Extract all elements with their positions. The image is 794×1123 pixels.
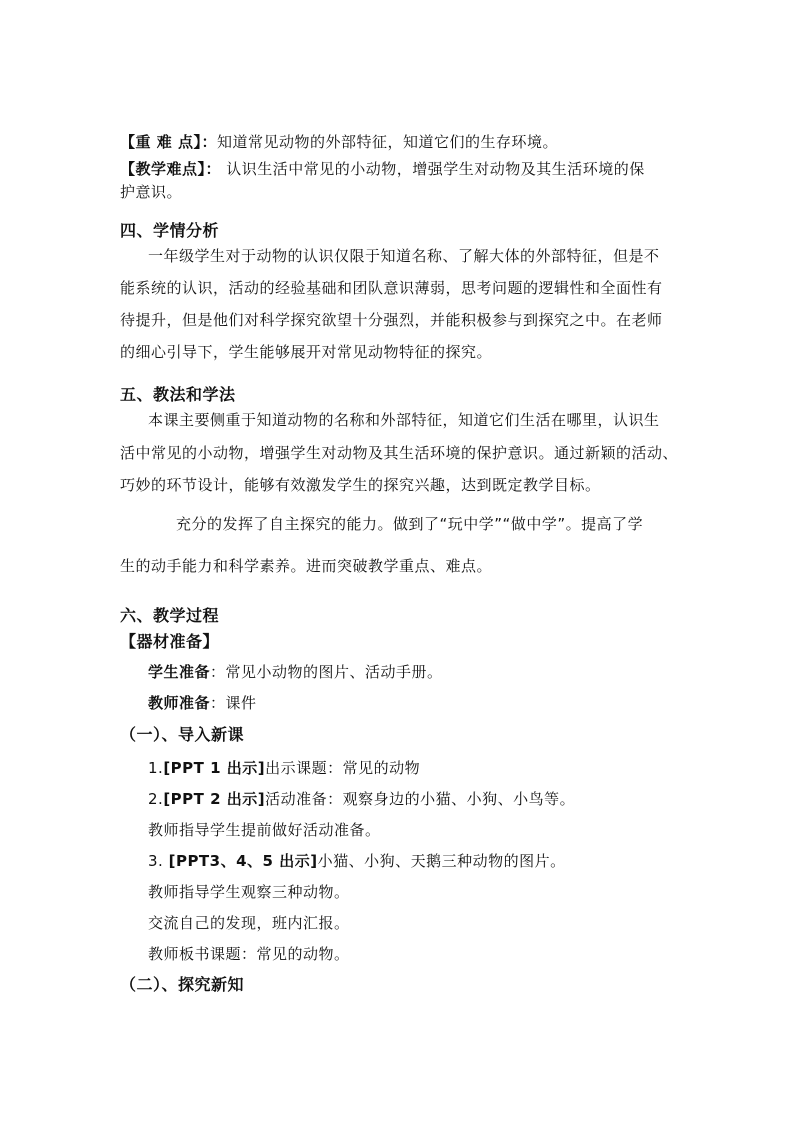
- part2-heading: （二）、探究新知: [120, 975, 245, 994]
- section4-heading: 四、学情分析: [120, 221, 220, 240]
- note-line: 教师板书课题：常见的动物。: [148, 945, 350, 963]
- teacher-prep-label: 教师准备: [148, 694, 211, 712]
- step2-text: 活动准备：观察身边的小猫、小狗、小鸟等。: [265, 790, 576, 808]
- section5-paragraph-line: 活中常见的小动物，增强学生对动物及其生活环境的保护意识。通过新颖的活动、: [120, 444, 679, 462]
- step1-prefix: 1.: [148, 759, 164, 777]
- section5-paragraph-line: 本课主要侧重于知道动物的名称和外部特征，知道它们生活在哪里，认识生: [148, 411, 660, 429]
- step3-prefix: 3.: [148, 852, 169, 870]
- section5-extra-line: 充分的发挥了自主探究的能力。做到了“玩中学”“做中学”。提高了学: [176, 515, 644, 533]
- key-points-text: 知道常见动物的外部特征，知道它们的生存环境。: [216, 133, 558, 151]
- step2-prefix: 2.: [148, 790, 164, 808]
- step1-line: [148, 758, 420, 778]
- teaching-difficulty-text: 认识生活中常见的小动物，增强学生对动物及其生活环境的保: [221, 160, 645, 178]
- student-prep-text: ：常见小动物的图片、活动手册。: [210, 663, 443, 681]
- teacher-prep-line: [148, 693, 257, 713]
- teaching-difficulty-continuation: 护意识。: [120, 183, 183, 201]
- section4-paragraph-line: 待提升，但是他们对科学探究欲望十分强烈，并能积极参与到探究之中。在老师: [120, 311, 663, 329]
- step2-ppt-marker: [PPT 2 出示]: [163, 790, 266, 808]
- step1-text: 出示课题：常见的动物: [265, 759, 421, 777]
- part1-heading: （一）、导入新课: [120, 725, 245, 744]
- section5-heading: 五、教法和学法: [120, 385, 236, 404]
- section5-extra-line: 生的动手能力和科学素养。进而突破教学重点、难点。: [120, 557, 493, 575]
- key-points-label: 【重 难 点】：: [120, 133, 217, 151]
- section4-paragraph-line: 能系统的认识，活动的经验基础和团队意识薄弱，思考问题的逻辑性和全面性有: [120, 279, 663, 297]
- step2-line: [148, 789, 575, 809]
- teacher-prep-text: ：课件: [210, 694, 257, 712]
- equipment-heading: 【器材准备】: [120, 632, 220, 651]
- note-line: 教师指导学生提前做好活动准备。: [148, 821, 381, 839]
- teaching-difficulty-label: 【教学难点】：: [120, 160, 222, 178]
- section6-heading: 六、教学过程: [120, 606, 220, 625]
- step1-ppt-marker: [PPT 1 出示]: [163, 759, 266, 777]
- note-line: 教师指导学生观察三种动物。: [148, 883, 350, 901]
- note-line: 交流自己的发现，班内汇报。: [148, 914, 350, 932]
- section4-paragraph-line: 一年级学生对于动物的认识仅限于知道名称、了解大体的外部特征，但是不: [148, 247, 660, 265]
- teaching-difficulty-line: [120, 159, 645, 179]
- student-prep-line: [148, 662, 443, 682]
- step3-ppt-marker: [PPT3、4、5 出示]: [168, 852, 318, 870]
- section4-paragraph-line: 的细心引导下，学生能够展开对常见动物特征的探究。: [120, 343, 493, 361]
- step3-text: 小猫、小狗、天鹅三种动物的图片。: [317, 852, 566, 870]
- section5-paragraph-line: 巧妙的环节设计，能够有效激发学生的探究兴趣，达到既定教学目标。: [120, 476, 601, 494]
- student-prep-label: 学生准备: [148, 663, 211, 681]
- key-points-line: [120, 132, 558, 152]
- step3-line: [148, 851, 566, 871]
